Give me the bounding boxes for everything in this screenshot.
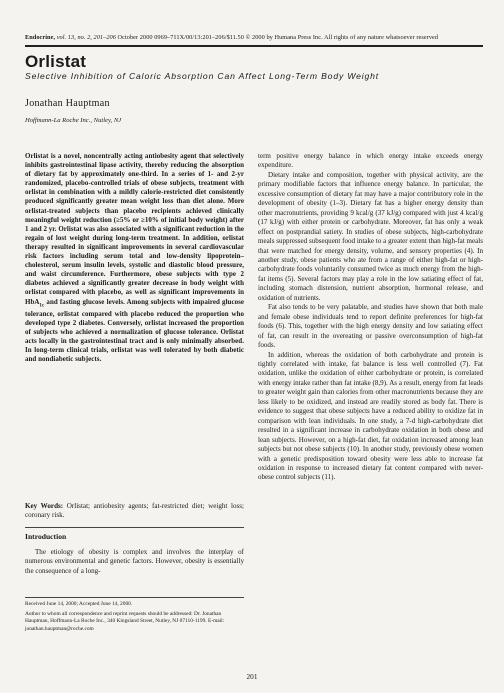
left-column xyxy=(25,152,244,365)
journal-name: Endocrine, xyxy=(25,34,56,41)
page-number: 201 xyxy=(246,672,258,681)
article-subtitle: Selective Inhibition of Caloric Absorption Can Affect Long-Term Body Weight xyxy=(25,71,380,81)
paragraph: Dietary intake and composition, together with physical activity, are the primary modifiable factors that influence energy balance. In particular, the excessive consumption of dietary fat may have a major contributory role in the development of obesity (1–3). Dietary fat has a higher energy density than other macronutrients, providing 9 kcal/g (37 kJ/g) compared with just 4 kcal/g (17 kJ/g) with either protein or carbohydrate. Moreover, fat has only a weak effect on postprandial satiety. In studies of obese subjects, high-carbohydrate meals suppressed subsequent food intake to a greater extent than high-fat meals that were matched for energy density, volume, and sensory properties (4). In another study, obese patients who ate from a range of either high-fat or high-carbohydrate foods voluntarily consumed twice as much energy from the high-fat items (5). Several factors may play a role in the low satiating effect of fat, including stomach distension, nutrient absorption, hormonal release, and oxidation of nutrients. xyxy=(258,170,483,302)
keywords xyxy=(25,502,244,521)
copyright-notice: 0969–711X/00/13:201–206/$11.50 © 2000 by Humana Press Inc. All rights of any nature whatsoever reserved xyxy=(154,34,439,41)
author-name: Jonathan Hauptman xyxy=(25,98,110,109)
abstract-text-part1: Orlistat is a novel, noncentrally acting antiobesity agent that selectively inhibits gastrointestinal lipase activity, thereby reducing the absorption of dietary fat by approximately one-third. In a series of 1- and 2-yr randomized, placebo-controlled trials of obese subjects, treatment with orlistat in combination with a mildly calorie-restricted diet consistently produced significantly greater mean weight loss than diet alone. More orlistat-treated subjects than placebo recipients achieved clinically meaningful weight reduction (≥5% or ≥10% of initial body weight) after 1 and 2 yr. Orlistat was also associated with a significant reduction in the regain of lost weight during long-term treatment. In addition, orlistat therapy resulted in significant improvements in several cardiovascular risk factors including serum total and low-density lipoprotein–cholesterol, serum insulin levels, systolic and diastolic blood pressure, and waist circumference. Furthermore, obese subjects with type 2 diabetes achieved a significantly greater decrease in body weight with orlistat compared with placebo, as well as significant improvements in HbA xyxy=(25,152,244,306)
article-title: Orlistat xyxy=(25,52,87,71)
paragraph: Fat also tends to be very palatable, and studies have shown that both male and female obese individuals tend to report definite preferences for high-fat foods (6). This, together with the high energy density and low satiating effect of fat, can result in the overeating or passive overconsumption of high-fat foods. xyxy=(258,303,483,350)
keywords-label: Key Words: xyxy=(25,502,64,510)
abstract xyxy=(25,152,244,365)
section-rule xyxy=(25,527,244,528)
introduction-text: The etiology of obesity is complex and involves the interplay of numerous environmental and genetic factors. However, obesity is essentially the consequence of a long- xyxy=(25,548,244,575)
journal-date: October 2000 xyxy=(117,34,153,41)
abstract-text-part2: and fasting glucose levels. Among subjects with impaired glucose tolerance, orlistat compared with placebo reduced the proportion who developed type 2 diabetes. Conversely, orlistat increased the proportion of subjects who achieved a normalization of glucose tolerance. Orlistat acts locally in the gastrointestinal tract and is only minimally absorbed. In long-term clinical trials, orlistat was well tolerated by both diabetic and nondiabetic subjects. xyxy=(25,297,244,364)
paragraph: In addition, whereas the oxidation of both carbohydrate and protein is tightly correlated with intake, fat balance is less well controlled (7). Fat oxidation, unlike the oxidation of either carbohydrate or protein, is correlated with energy intake rather than fat intake (8,9). As a result, energy from fat leads to greater weight gain than calories from other macronutrients because they are less likely to be oxidized, and instead are readily stored as body fat. There is evidence to suggest that obese subjects have a reduced ability to oxidize fat in comparison with lean individuals. In one study, a 7-d high-carbohydrate diet resulted in a significant increase in carbohydrate oxidation in both obese and lean subjects. However, on a high-fat diet, fat oxidation increased among lean subjects but not obese subjects (10). In another study, previously obese women with a genetic predisposition toward obesity were less able to increase fat oxidation in response to increased dietary fat content compared with never-obese control subjects (11). xyxy=(258,350,483,482)
journal-issue: vol. 13, no. 2, 201–206 xyxy=(56,34,116,41)
abstract-subscript: 1c xyxy=(39,302,45,308)
paragraph: term positive energy balance in which energy intake exceeds energy expenditure. xyxy=(258,152,483,170)
right-column xyxy=(258,152,483,483)
journal-citation-line xyxy=(25,34,485,41)
correspondence-note: Author to whom all correspondence and reprint requests should be addressed: Dr. Jonathan Hauptman, Hoffmann-La Roche Inc., 340 Kingsland Street, Nutley, NJ 07110-1199. E-mail: jonathan.hauptman@roche.com xyxy=(25,611,225,632)
received-date: Received June 14, 2000; Accepted June 14, 2000. xyxy=(25,601,133,607)
header-rule xyxy=(25,45,483,47)
footnote-rule xyxy=(25,597,244,598)
introduction-heading: Introduction xyxy=(25,532,67,541)
keywords-text: Orlistat; antiobesity agents; fat-restricted diet; weight loss; coronary risk. xyxy=(25,502,244,520)
author-affiliation: Hoffmann-La Roche Inc., Nutley, NJ xyxy=(25,117,122,124)
